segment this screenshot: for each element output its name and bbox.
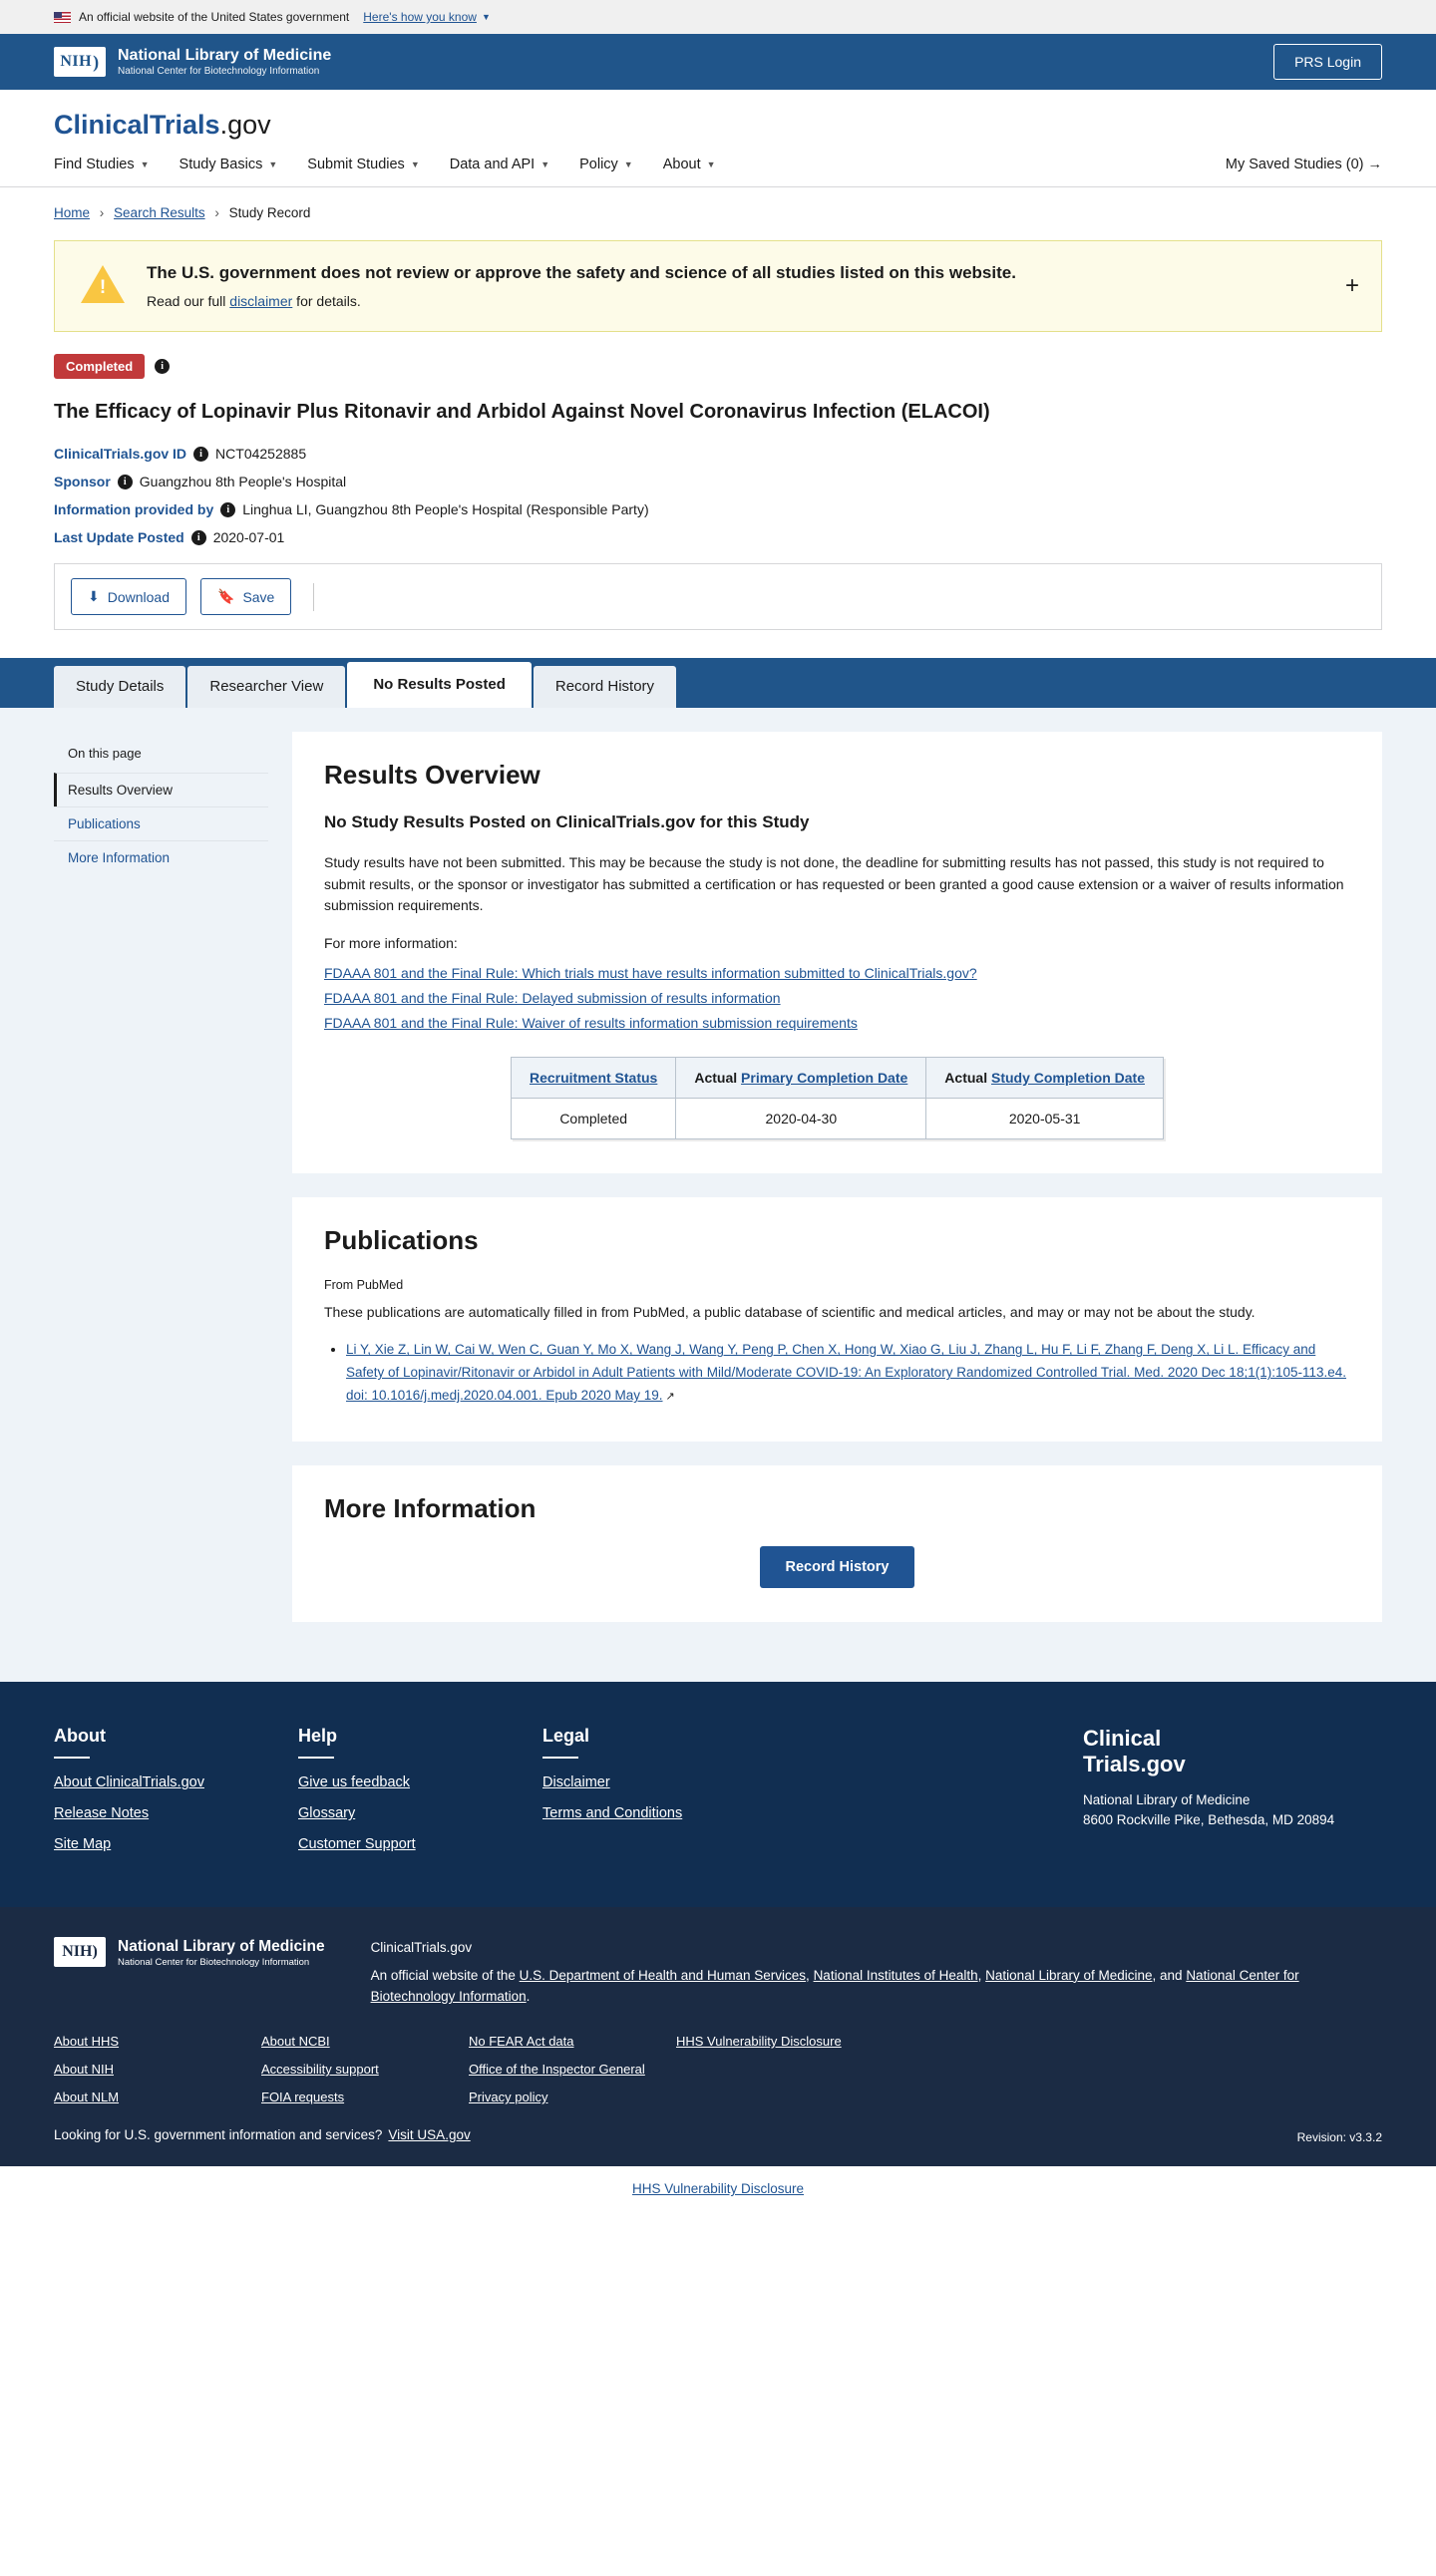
footer-link-about-ncbi[interactable]: About NCBI [261,2034,330,2050]
footer-link-ncbi[interactable]: National Center for Biotechnology Information [370,1967,1299,2005]
page-content [0,708,1436,1682]
info-icon[interactable]: i [191,530,206,545]
cell-recruitment-status: Completed [511,1098,675,1138]
more-information-heading: More Information [324,1493,537,1524]
meta-label: Sponsor [54,474,111,489]
chevron-down-icon: ▼ [410,160,420,169]
on-this-page-nav [54,732,268,1622]
footer-nlm-line2: National Center for Biotechnology Information [118,1956,310,1968]
nav-label: Find Studies [54,157,135,172]
for-more-information-label: For more information: [324,935,458,952]
save-label: Save [242,588,275,605]
publications-list [324,1339,1350,1408]
footer-ct-label: ClinicalTrials.gov [370,1940,473,1956]
footer-link-site-map[interactable]: Site Map [54,1836,112,1853]
chevron-down-icon: ▼ [623,160,633,169]
meta-label: Last Update Posted [54,529,184,545]
footer-link-foia-requests[interactable]: FOIA requests [261,2090,345,2105]
footer-column-help [298,1726,542,1867]
nav-label: Data and API [449,157,536,172]
footer-nlm-line1: National Library of Medicine [118,1938,325,1956]
nih-logo-text: NIH [62,1943,93,1961]
more-information-card [292,1465,1382,1622]
chevron-down-icon[interactable]: ▼ [481,12,491,22]
footer-link-about-nlm[interactable]: About NLM [54,2090,120,2105]
site-logo-suffix: .gov [219,110,271,140]
footer-official-and: and [1160,1967,1187,1983]
breadcrumb-home[interactable]: Home [54,205,91,220]
study-completion-date-link[interactable]: Study Completion Date [990,1069,1145,1086]
nih-brand[interactable] [54,46,331,79]
cell-primary-completion-date: 2020-04-30 [676,1098,926,1138]
warning-icon: ! [81,265,125,305]
info-icon[interactable]: i [220,502,235,517]
nih-swoosh-icon: ) [93,51,100,72]
footer-link-accessibility-support[interactable]: Accessibility support [261,2062,379,2078]
revision-label: Revision: v3.3.2 [1296,2130,1382,2145]
column-primary-completion-date [676,1057,926,1098]
publications-card [292,1197,1382,1443]
footer-link-terms-and-conditions[interactable]: Terms and Conditions [542,1805,683,1822]
primary-completion-date-link[interactable]: Primary Completion Date [741,1069,908,1086]
results-overview-paragraph: Study results have not been submitted. This may be because the study is not done, the deadline for submitting results has not passed, this study is not required to submit results, or the sponsor or investigator has submitted a certification or has requested or been granted a good cause extension or a waiver of results information submission requirements. [324,854,1344,914]
study-tabs [0,658,1436,708]
meta-label: ClinicalTrials.gov ID [54,446,187,462]
cell-study-completion-date: 2020-05-31 [926,1098,1164,1138]
results-overview-card [292,732,1382,1173]
nih-logo [54,47,106,77]
on-this-page-item-results-overview[interactable]: Results Overview [54,773,268,806]
info-icon[interactable]: i [118,475,133,489]
government-footer-links [54,2034,1382,2117]
site-logo-bold: ClinicalTrials [54,110,220,140]
download-icon: ⬇ [88,588,100,604]
column-study-completion-date [926,1057,1164,1098]
footer-link-release-notes[interactable]: Release Notes [54,1805,150,1822]
page-title: The Efficacy of Lopinavir Plus Ritonavir and Arbidol Against Novel Coronavirus Infection (ELACOI) [54,401,990,423]
info-icon[interactable]: i [155,359,170,374]
meta-row-sponsor [54,474,1382,489]
footer-brand-line1: Clinical [1083,1726,1162,1752]
save-button[interactable] [200,578,291,615]
info-icon[interactable]: i [193,447,208,462]
nav-item-study-basics[interactable] [180,157,278,186]
on-this-page-item-publications[interactable]: Publications [54,806,268,840]
nih-title-line1: National Library of Medicine [118,46,332,64]
publications-source: From PubMed [324,1277,404,1292]
bottom-hhs-vulnerability-disclosure-link[interactable]: HHS Vulnerability Disclosure [631,2181,805,2197]
visit-usa-gov-link[interactable]: Visit USA.gov [388,2127,471,2143]
results-overview-subheading: No Study Results Posted on ClinicalTrials.gov for this Study [324,812,810,831]
footer-link-no-fear-act-data[interactable]: No FEAR Act data [469,2034,574,2050]
alert-headline: The U.S. government does not review or approve the safety and science of all studies listed on this website. [147,263,1016,282]
column-recruitment-status [511,1057,675,1098]
fdaaa-link-list [324,965,1350,1031]
alert-expand-button[interactable]: + [1344,272,1359,299]
alert-sub-suffix: for details. [292,293,361,309]
actual-prefix: Actual [944,1069,991,1086]
meta-value: Linghua LI, Guangzhou 8th People's Hospital (Responsible Party) [242,501,649,517]
footer-bottom-bar [0,2166,1436,2208]
nav-item-policy[interactable] [579,157,633,186]
main-navigation [54,157,716,186]
tab-study-details[interactable]: Study Details [54,666,185,708]
gov-banner-text: An official website of the United States government [79,10,350,24]
nih-title-line2: National Center for Biotechnology Information [118,65,320,77]
gov-banner [0,0,1436,34]
footer-address-line2: 8600 Rockville Pike, Bethesda, MD 20894 [1083,1812,1335,1828]
disclaimer-alert [54,240,1382,332]
record-history-button[interactable]: Record History [760,1546,915,1588]
meta-row-information-provided-by [54,501,1382,517]
action-divider [313,583,314,611]
status-badge: Completed [54,354,145,379]
footer-link-glossary[interactable]: Glossary [298,1805,356,1822]
footer-link-about-clinicaltrials[interactable]: About ClinicalTrials.gov [54,1774,204,1791]
site-logo[interactable] [54,110,1382,141]
chevron-down-icon: ▼ [540,160,550,169]
footer-rule [298,1757,334,1759]
download-label: Download [107,588,170,605]
study-action-bar [54,563,1382,630]
footer-gov-column-4 [676,2034,884,2117]
footer-gov-column-3 [469,2034,676,2117]
meta-row-last-update-posted [54,529,1382,545]
breadcrumb-separator: › [99,205,105,220]
footer-link-nlm[interactable]: National Library of Medicine [985,1967,1153,1983]
usa-gov-prompt-text: Looking for U.S. government information and services? [54,2127,383,2143]
nih-header [0,34,1436,90]
footer-official-prefix: An official website of the [370,1967,520,1983]
nav-item-find-studies[interactable] [54,157,150,186]
on-this-page-title: On this page [68,746,142,761]
breadcrumb-separator: › [214,205,219,220]
saved-studies-label: My Saved Studies (0) [1225,157,1364,172]
tab-no-results-posted[interactable]: No Results Posted [347,662,532,708]
chevron-down-icon: ▼ [268,160,278,169]
arrow-right-icon: → [1367,157,1382,172]
publication-link[interactable]: Li Y, Xie Z, Lin W, Cai W, Wen C, Guan Y, Mo X, Wang J, Wang Y, Peng P, Chen X, Hong W, Xiao G, Liu J, Zhang L, Hu F, Li F, Zhang F, Deng X, Li L. Efficacy and Safety of Lopinavir/Ritonavir or Arbidol in Adult Patients with Mild/Moderate COVID-19: An Exploratory Randomized Controlled Trial. Med. 2020 Dec 18;1(1):105-113.e4. doi: 10.1016/j.medj.2020.04.001. Epub 2020 May 19. [346,1342,1347,1404]
government-footer: NIH ) National Library of Medicine National Center for Biotechnology Information ClinicalTrials.gov An official website of the U.S. Department of Health and Human Services, National Institutes of Health, National Library of Medicine, and National Center for Biotechnology Information. About HHS About NIH About NLM About NCBI Accessibility support FOIA requests No FEAR Act data Office of the Inspector General Privacy policy HHS Vulnerability Disclosure Looking for U.S. government information and services? Visit USA.gov Revision: v3.3.2 [0,1907,1436,2166]
footer-address-line1: National Library of Medicine [1083,1791,1251,1807]
footer-link-give-us-feedback[interactable]: Give us feedback [298,1774,411,1791]
nih-logo [54,1937,106,1967]
my-saved-studies-link[interactable] [1226,157,1382,186]
footer-link-hhs-vulnerability-disclosure[interactable]: HHS Vulnerability Disclosure [676,2034,842,2050]
alert-sub-prefix: Read our full [147,293,230,309]
fdaaa-link-waiver[interactable]: FDAAA 801 and the Final Rule: Waiver of results information submission requirements [324,1014,858,1031]
nav-item-data-and-api[interactable] [450,157,549,186]
footer-link-nih[interactable]: National Institutes of Health [813,1967,978,1983]
footer-link-about-hhs[interactable]: About HHS [54,2034,120,2050]
alert-subtext [147,293,1016,309]
site-header [0,90,1436,187]
breadcrumb-search-results[interactable]: Search Results [114,205,205,220]
footer-gov-column-2 [261,2034,469,2117]
meta-value: NCT04252885 [215,446,307,462]
nav-label: Policy [579,157,618,172]
table-header-row [511,1057,1163,1098]
nav-label: Submit Studies [307,157,405,172]
study-header [0,332,1436,545]
footer-link-privacy-policy[interactable]: Privacy policy [469,2090,548,2105]
breadcrumb [0,187,1436,230]
footer-brand-line2: Trials.gov [1083,1751,1186,1776]
footer-link-about-nih[interactable]: About NIH [54,2062,114,2078]
table-row [511,1098,1163,1138]
publications-description: These publications are automatically filled in from PubMed, a public database of scientific and medical articles, and may or may not be about the study. [324,1303,1256,1320]
nav-label: Study Basics [179,157,263,172]
how-you-know-link[interactable]: Here's how you know [363,10,477,24]
footer-gov-column-1 [54,2034,261,2117]
footer-rule [542,1757,578,1759]
fdaaa-link-delayed-submission[interactable]: FDAAA 801 and the Final Rule: Delayed submission of results information [324,989,781,1006]
nih-logo-text: NIH [60,53,93,70]
results-status-table [511,1057,1164,1139]
results-overview-heading: Results Overview [324,760,540,790]
footer-link-disclaimer[interactable]: Disclaimer [542,1774,610,1791]
bookmark-icon: 🔖 [217,588,235,604]
tab-record-history[interactable]: Record History [534,666,676,708]
fdaaa-link-which-trials[interactable]: FDAAA 801 and the Final Rule: Which trials must have results information submitted to ClinicalTrials.gov? [324,964,977,981]
footer-rule [54,1757,90,1759]
footer-brand [1083,1726,1382,1867]
nav-item-about[interactable] [663,157,716,186]
breadcrumb-current: Study Record [228,205,311,220]
nih-swoosh-icon: ) [92,1943,98,1961]
meta-row-id [54,446,1382,462]
download-button[interactable] [71,578,186,615]
actual-prefix: Actual [694,1069,742,1086]
list-item [346,1339,1350,1408]
chevron-down-icon: ▼ [706,160,716,169]
us-flag-icon [54,12,71,23]
tab-researcher-view[interactable]: Researcher View [187,666,345,708]
meta-value: 2020-07-01 [212,529,285,545]
footer-column-title: Help [298,1726,338,1747]
disclaimer-link[interactable]: disclaimer [229,293,293,309]
external-link-icon: ↗ [665,1391,675,1404]
meta-value: Guangzhou 8th People's Hospital [139,474,347,489]
footer-link-customer-support[interactable]: Customer Support [298,1836,416,1853]
footer-column-title: About [54,1726,106,1747]
footer-link-hhs[interactable]: U.S. Department of Health and Human Services [519,1967,807,1983]
nav-label: About [662,157,701,172]
footer-link-office-inspector-general[interactable]: Office of the Inspector General [469,2062,645,2078]
footer-column-title: Legal [542,1726,590,1747]
site-footer [0,1682,1436,1907]
footer-column-legal [542,1726,787,1867]
footer-column-about [54,1726,298,1867]
meta-label: Information provided by [54,501,214,517]
chevron-down-icon: ▼ [140,160,150,169]
recruitment-status-link[interactable]: Recruitment Status [529,1069,658,1086]
nav-item-submit-studies[interactable] [307,157,419,186]
on-this-page-item-more-information[interactable]: More Information [54,840,268,874]
publications-heading: Publications [324,1224,479,1255]
prs-login-button[interactable]: PRS Login [1273,44,1382,80]
